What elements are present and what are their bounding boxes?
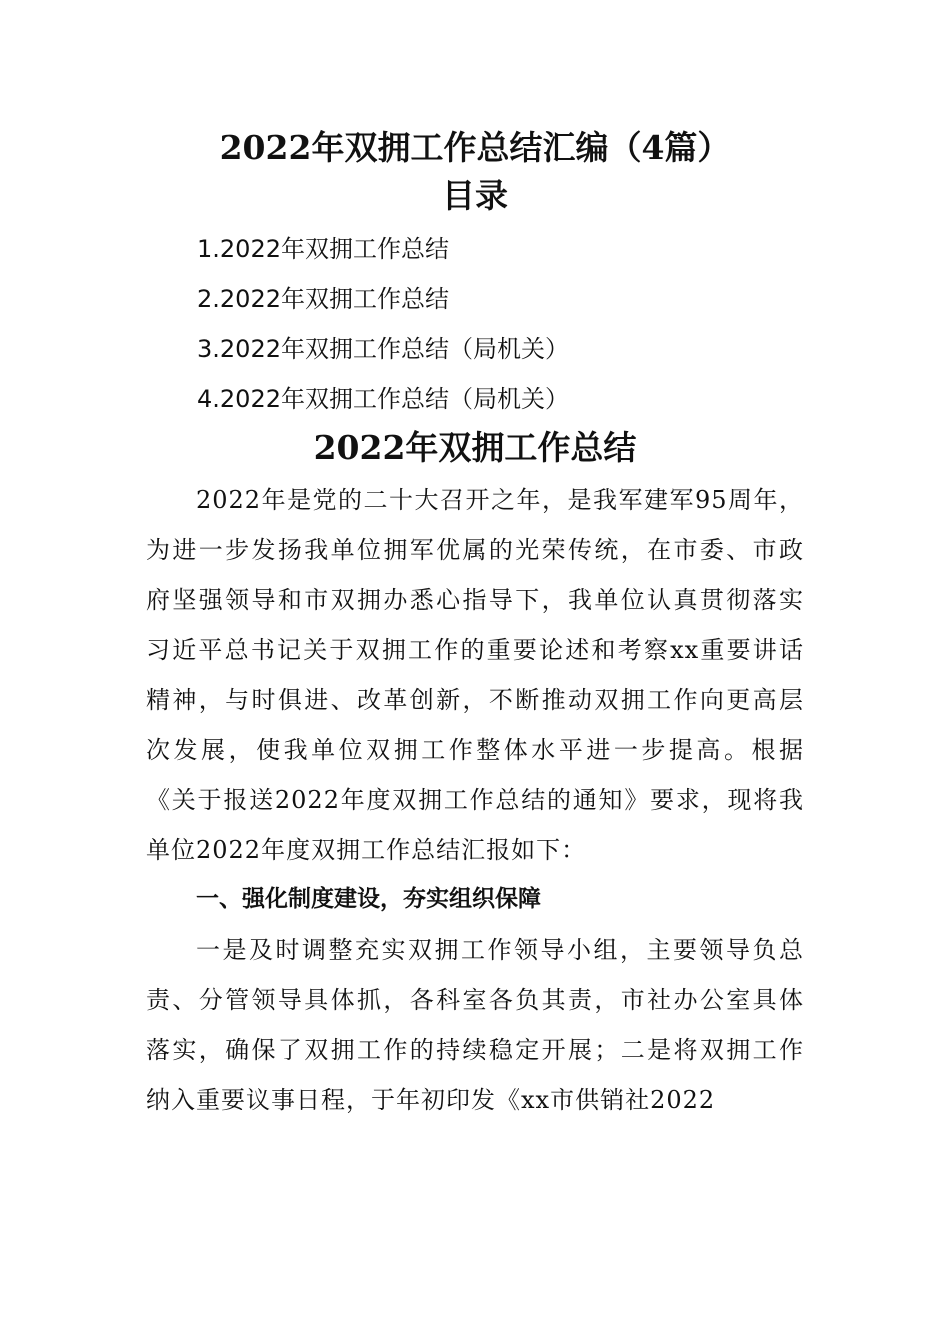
paragraph1-line: 2022年是党的二十大召开之年，是我军建军95周年，	[196, 486, 804, 514]
paragraph1-line: 次发展，使我单位双拥工作整体水平进一步提高。根据	[146, 736, 804, 764]
paragraph1-line: 单位2022年度双拥工作总结汇报如下：	[146, 836, 587, 864]
article-title: 2022年双拥工作总结	[313, 428, 637, 467]
paragraph1-line: 精神，与时俱进、改革创新，不断推动双拥工作向更高层	[146, 686, 804, 714]
toc-item-2: 2.2022年双拥工作总结	[197, 285, 449, 313]
paragraph2-line: 一是及时调整充实双拥工作领导小组，主要领导负总	[196, 936, 804, 964]
toc-item-4: 4.2022年双拥工作总结（局机关）	[197, 385, 569, 413]
paragraph1-line: 《关于报送2022年度双拥工作总结的通知》要求，现将我	[146, 786, 804, 814]
paragraph2-line: 落实，确保了双拥工作的持续稳定开展；二是将双拥工作	[146, 1036, 804, 1064]
paragraph2-line: 责、分管领导具体抓，各科室各负其责，市社办公室具体	[146, 986, 804, 1014]
paragraph1-line: 府坚强领导和市双拥办悉心指导下，我单位认真贯彻落实	[146, 586, 804, 614]
section1-heading: 一、强化制度建设，夯实组织保障	[196, 886, 541, 912]
paragraph1-line: 为进一步发扬我单位拥军优属的光荣传统，在市委、市政	[146, 536, 804, 564]
main-title: 2022年双拥工作总结汇编（4篇）	[219, 128, 731, 167]
paragraph1-line: 习近平总书记关于双拥工作的重要论述和考察xx重要讲话	[146, 636, 804, 664]
toc-heading: 目录	[442, 176, 508, 215]
toc-item-3: 3.2022年双拥工作总结（局机关）	[197, 335, 569, 363]
toc-item-1: 1.2022年双拥工作总结	[197, 235, 449, 263]
paragraph2-line: 纳入重要议事日程，于年初印发《xx市供销社2022	[146, 1086, 716, 1114]
